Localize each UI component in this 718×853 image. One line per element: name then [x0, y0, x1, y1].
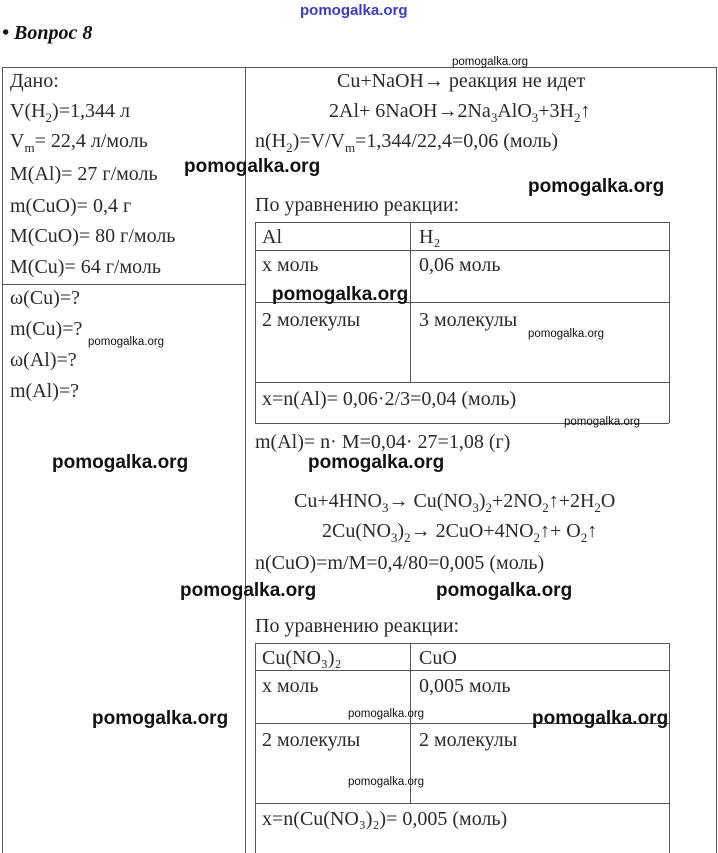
watermark: pomogalka.org: [452, 56, 529, 68]
table2-row1-cuo: 0,005 моль: [419, 675, 511, 697]
watermark: pomogalka.org: [528, 176, 665, 197]
table1-result-divider: [255, 382, 669, 383]
frame-right: [716, 67, 717, 853]
table1-row1-h2: 0,06 моль: [419, 254, 501, 276]
watermark: pomogalka.org: [88, 336, 165, 348]
find-omega-cu: ω(Cu)=?: [10, 287, 80, 309]
table2-header-cuo: CuO: [419, 647, 457, 669]
table2-result-divider: [255, 803, 669, 804]
mass-al-calc: m(Al)= n· M=0,04· 27=1,08 (г): [255, 431, 511, 453]
by-equation-1: По уравнению реакции:: [255, 194, 460, 216]
table1-border-top: [255, 222, 669, 223]
table2-row1-cuno3: x моль: [262, 675, 319, 697]
watermark: pomogalka.org: [348, 776, 425, 788]
table2-result: x=n(Cu(NO₃)₂)= 0,005 (моль): [262, 808, 508, 830]
watermark: pomogalka.org: [92, 708, 229, 729]
watermark: pomogalka.org: [532, 708, 669, 729]
by-equation-2: По уравнению реакции:: [255, 615, 460, 637]
frame-left: [2, 67, 3, 853]
question-title: • Вопрос 8: [2, 22, 93, 44]
table1-result: x=n(Al)= 0,06·2/3=0,04 (моль): [262, 388, 517, 410]
table1-row2-al: 2 молекулы: [262, 309, 361, 331]
table1-header-h2: H₂: [419, 226, 441, 248]
watermark: pomogalka.org: [528, 328, 605, 340]
watermark: pomogalka.org: [272, 284, 409, 305]
watermark: pomogalka.org: [564, 416, 641, 428]
table1-header-al: Al: [262, 226, 282, 248]
table1-row2-h2: 3 молекулы: [419, 309, 518, 331]
given-molar-mass-cuo: M(CuO)= 80 г/моль: [10, 225, 176, 247]
watermark: pomogalka.org: [436, 580, 573, 601]
reaction-cu-naoh: Cu+NaOH→ реакция не идет: [337, 70, 586, 92]
find-mass-cu: m(Cu)=?: [10, 318, 83, 340]
given-find-separator: [2, 284, 245, 285]
table2-header-cuno3: Cu(NO₃)₂: [262, 647, 342, 669]
watermark: pomogalka.org: [308, 452, 445, 473]
top-watermark: pomogalka.org: [300, 2, 408, 19]
table2-border-right: [669, 643, 670, 853]
table2-header-divider: [255, 670, 669, 671]
given-molar-volume: $V_m= 22,4$ л/моль: [10, 130, 148, 155]
frame-divider: [245, 67, 246, 853]
given-molar-mass-al: M(Al)= 27 г/моль: [10, 163, 158, 185]
watermark: pomogalka.org: [180, 580, 317, 601]
given-molar-mass-cu: M(Cu)= 64 г/моль: [10, 256, 161, 278]
given-title: Дано:: [10, 70, 59, 92]
n-cuo-calc: n(CuO)=m/M=0,4/80=0,005 (моль): [255, 552, 545, 574]
frame-top: [2, 67, 717, 68]
find-omega-al: ω(Al)=?: [10, 349, 77, 371]
table1-border-left: [255, 222, 256, 423]
table2-border-top: [255, 643, 669, 644]
find-mass-al: m(Al)=?: [10, 380, 80, 402]
reaction-al-naoh: $2Al+ 6NaOH\to 2Na_3AlO_3+3H_2↑$: [329, 100, 591, 125]
watermark: pomogalka.org: [348, 708, 425, 720]
watermark: pomogalka.org: [52, 452, 189, 473]
table2-row2-cuno3: 2 молекулы: [262, 729, 361, 751]
table1-row1-al: x моль: [262, 254, 319, 276]
reaction-cuno3-decomposition: $2Cu(NO_3)_2\to$ $2CuO+4NO_2↑+$ $O_2↑$: [322, 520, 598, 545]
n-h2-calc: $n(H_2)=V/V_m=1,344/22,4=0,06$ (моль): [255, 130, 559, 155]
table2-row2-cuo: 2 молекулы: [419, 729, 518, 751]
table2-border-left: [255, 643, 256, 853]
reaction-cu-hno3: $Cu+4HNO_3\to$ $Cu(NO_3)_2+2NO_2↑+2H_2O$: [294, 490, 616, 515]
given-mass-cuo: m(CuO)= 0,4 г: [10, 195, 132, 217]
watermark: pomogalka.org: [184, 156, 321, 177]
table1-header-divider: [255, 250, 669, 251]
table1-column-divider: [410, 222, 411, 382]
given-volume-h2: $V(H_2)=1,344$ л: [10, 100, 130, 125]
table1-border-right: [669, 222, 670, 423]
